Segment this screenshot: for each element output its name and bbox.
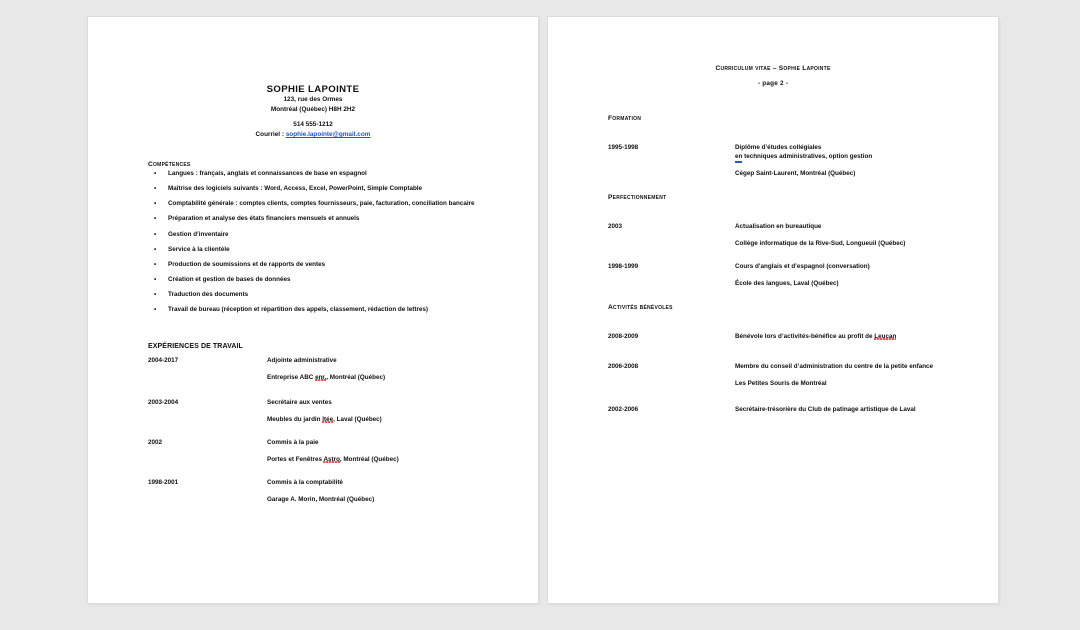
entry-body bbox=[735, 143, 998, 178]
entry-line-1-pre: Membre du conseil d’administration du centre de la petite enfance bbox=[735, 363, 934, 370]
entry-line-2 bbox=[735, 152, 998, 161]
employer-text-post: , Montréal (Québec) bbox=[339, 455, 399, 463]
entry-body bbox=[735, 332, 998, 341]
list-item-text: Gestion d’inventaire bbox=[168, 230, 229, 238]
list-item bbox=[148, 291, 498, 300]
bullet-icon: • bbox=[154, 215, 157, 223]
employer-text-pre: Portes et Fenêtres bbox=[267, 455, 324, 463]
entry-body bbox=[267, 398, 538, 424]
entry-body bbox=[735, 405, 998, 414]
entry-body bbox=[735, 362, 998, 388]
bullet-icon: • bbox=[154, 245, 157, 253]
bullet-icon: • bbox=[154, 200, 157, 208]
applicant-phone: 514 555-1212 bbox=[293, 121, 333, 128]
list-item bbox=[148, 246, 498, 255]
bullet-icon: • bbox=[154, 275, 157, 283]
entry-employer bbox=[267, 415, 538, 424]
entry-dates: 2004-2017 bbox=[148, 357, 179, 364]
list-item-text: Production de soumissions et de rapports de ventes bbox=[168, 260, 326, 268]
entry-line-1: Diplôme d’études collégiales bbox=[735, 144, 822, 151]
entry-line-1: Cours d’anglais et d’espagnol (conversation) bbox=[735, 263, 870, 270]
list-item-text: Service à la clientèle bbox=[168, 245, 230, 253]
list-item-text: Traduction des documents bbox=[168, 291, 249, 298]
list-item-text: Maîtrise des logiciels suivants : Word, Access, Excel, PowerPoint, Simple Comptable bbox=[168, 185, 423, 193]
entry-title: Commis à la comptabilité bbox=[267, 479, 343, 486]
entry-employer bbox=[267, 455, 538, 464]
entry-dates: 2002-2006 bbox=[608, 406, 639, 413]
email-label: Courriel : bbox=[255, 131, 284, 138]
bullet-icon: • bbox=[154, 230, 157, 238]
list-item-text: Langues : français, anglais et connaissances de base en espagnol bbox=[168, 170, 367, 177]
applicant-name: SOPHIE LAPOINTE bbox=[266, 84, 360, 95]
benevolat-entry bbox=[608, 362, 998, 388]
entry-dates: 1998-2001 bbox=[148, 479, 179, 486]
list-item-text: Comptabilité générale : comptes clients, comptes fournisseurs, paie, facturation, conciliation bancaire bbox=[168, 200, 475, 208]
entry-body bbox=[267, 356, 538, 382]
entry-line-1-pre: Bénévole lors d’activités-bénéfice au profit de bbox=[735, 333, 875, 340]
entry-employer bbox=[267, 373, 538, 382]
section-heading-competences: Compétences bbox=[148, 161, 191, 168]
section-heading-benevoles: Activités bénévoles bbox=[608, 304, 673, 311]
document-page-2[interactable] bbox=[548, 17, 998, 603]
spellcheck-flagged-word: enr. bbox=[315, 373, 327, 381]
formation-entry bbox=[608, 143, 998, 178]
section-heading-experience: EXPÉRIENCES DE TRAVAIL bbox=[148, 343, 243, 350]
list-item-text: Création et gestion de bases de données bbox=[168, 275, 291, 283]
entry-dates: 2008-2009 bbox=[608, 333, 639, 340]
bullet-icon: • bbox=[154, 306, 157, 314]
experience-entry bbox=[148, 438, 538, 464]
entry-line-2-rest: techniques administratives, option gestion bbox=[742, 153, 873, 161]
entry-title: Commis à la paie bbox=[267, 439, 319, 446]
entry-line-1 bbox=[735, 332, 998, 341]
bullet-icon: • bbox=[154, 170, 157, 177]
address-line-2: Montréal (Québec) H8H 2H2 bbox=[270, 106, 356, 114]
entry-line-1 bbox=[735, 362, 998, 371]
entry-title: Secrétaire aux ventes bbox=[267, 399, 332, 406]
experience-entry bbox=[148, 356, 538, 382]
page-2-content bbox=[548, 17, 998, 603]
spellcheck-flagged-word: Astro bbox=[323, 455, 340, 463]
bullet-icon: • bbox=[154, 185, 157, 193]
list-item-text: Préparation et analyse des états financiers mensuels et annuels bbox=[168, 215, 360, 223]
entry-line-1: Actualisation en bureautique bbox=[735, 223, 822, 230]
entry-dates: 1998-1999 bbox=[608, 263, 639, 270]
entry-line-2: École des langues, Laval (Québec) bbox=[735, 279, 839, 287]
entry-body bbox=[735, 262, 998, 288]
employer-text-pre: Meubles du jardin bbox=[267, 415, 323, 423]
entry-dates: 1995-1998 bbox=[608, 144, 639, 151]
benevolat-entry bbox=[608, 332, 998, 341]
section-heading-perfectionnement: Perfectionnement bbox=[608, 194, 667, 201]
list-item bbox=[148, 170, 498, 179]
entry-line-3: Cégep Saint-Laurent, Montréal (Québec) bbox=[735, 169, 856, 177]
list-item bbox=[148, 215, 498, 224]
entry-line-1-pre: Secrétaire-trésorière du Club de patinage artistique de Laval bbox=[735, 406, 916, 413]
benevolat-entry bbox=[608, 405, 998, 414]
perfectionnement-entry bbox=[608, 222, 998, 248]
page-number: - page 2 - bbox=[757, 80, 789, 87]
section-heading-formation: Formation bbox=[608, 115, 642, 122]
employer-text-pre: Entreprise ABC bbox=[267, 373, 316, 381]
entry-line-2: Les Petites Souris de Montréal bbox=[735, 379, 827, 387]
experience-entry bbox=[148, 398, 538, 424]
competences-list bbox=[148, 170, 498, 321]
entry-body bbox=[267, 438, 538, 464]
list-item bbox=[148, 306, 498, 315]
grammarcheck-flagged-word: en bbox=[735, 153, 743, 161]
email-link[interactable]: sophie.lapointe@gmail.com bbox=[285, 131, 371, 138]
applicant-address bbox=[88, 95, 538, 116]
entry-dates: 2003 bbox=[608, 223, 623, 230]
entry-dates: 2006-2008 bbox=[608, 363, 639, 370]
page-1-content bbox=[88, 17, 538, 603]
entry-line-2: Collège informatique de la Rive-Sud, Longueuil (Québec) bbox=[735, 239, 906, 247]
entry-body bbox=[267, 478, 538, 504]
list-item bbox=[148, 261, 498, 270]
employer-text-pre: Garage A. Morin, Montréal (Québec) bbox=[267, 495, 375, 503]
spellcheck-flagged-word: ltée bbox=[322, 415, 334, 423]
address-line-1: 123, rue des Ormes bbox=[283, 96, 343, 103]
entry-employer bbox=[267, 495, 538, 504]
perfectionnement-entry bbox=[608, 262, 998, 288]
entry-dates: 2003-2004 bbox=[148, 399, 179, 406]
list-item-text: Travail de bureau (réception et répartition des appels, classement, rédaction de lettres) bbox=[168, 306, 429, 314]
document-page-1[interactable] bbox=[88, 17, 538, 603]
list-item bbox=[148, 200, 498, 209]
employer-text-post: , Laval (Québec) bbox=[333, 415, 382, 423]
bullet-icon: • bbox=[154, 291, 157, 298]
employer-text-post: , Montréal (Québec) bbox=[326, 373, 386, 381]
experience-entry bbox=[148, 478, 538, 504]
list-item bbox=[148, 185, 498, 194]
page-header: Curriculum vitae – Sophie Lapointe bbox=[715, 65, 831, 72]
spellcheck-flagged-word: Leucan bbox=[874, 333, 897, 340]
applicant-email-line bbox=[88, 130, 538, 139]
entry-body bbox=[735, 222, 998, 248]
bullet-icon: • bbox=[154, 260, 157, 268]
entry-dates: 2002 bbox=[148, 439, 163, 446]
list-item bbox=[148, 276, 498, 285]
entry-line-1 bbox=[735, 405, 998, 414]
list-item bbox=[148, 231, 498, 240]
entry-title: Adjointe administrative bbox=[267, 357, 337, 364]
